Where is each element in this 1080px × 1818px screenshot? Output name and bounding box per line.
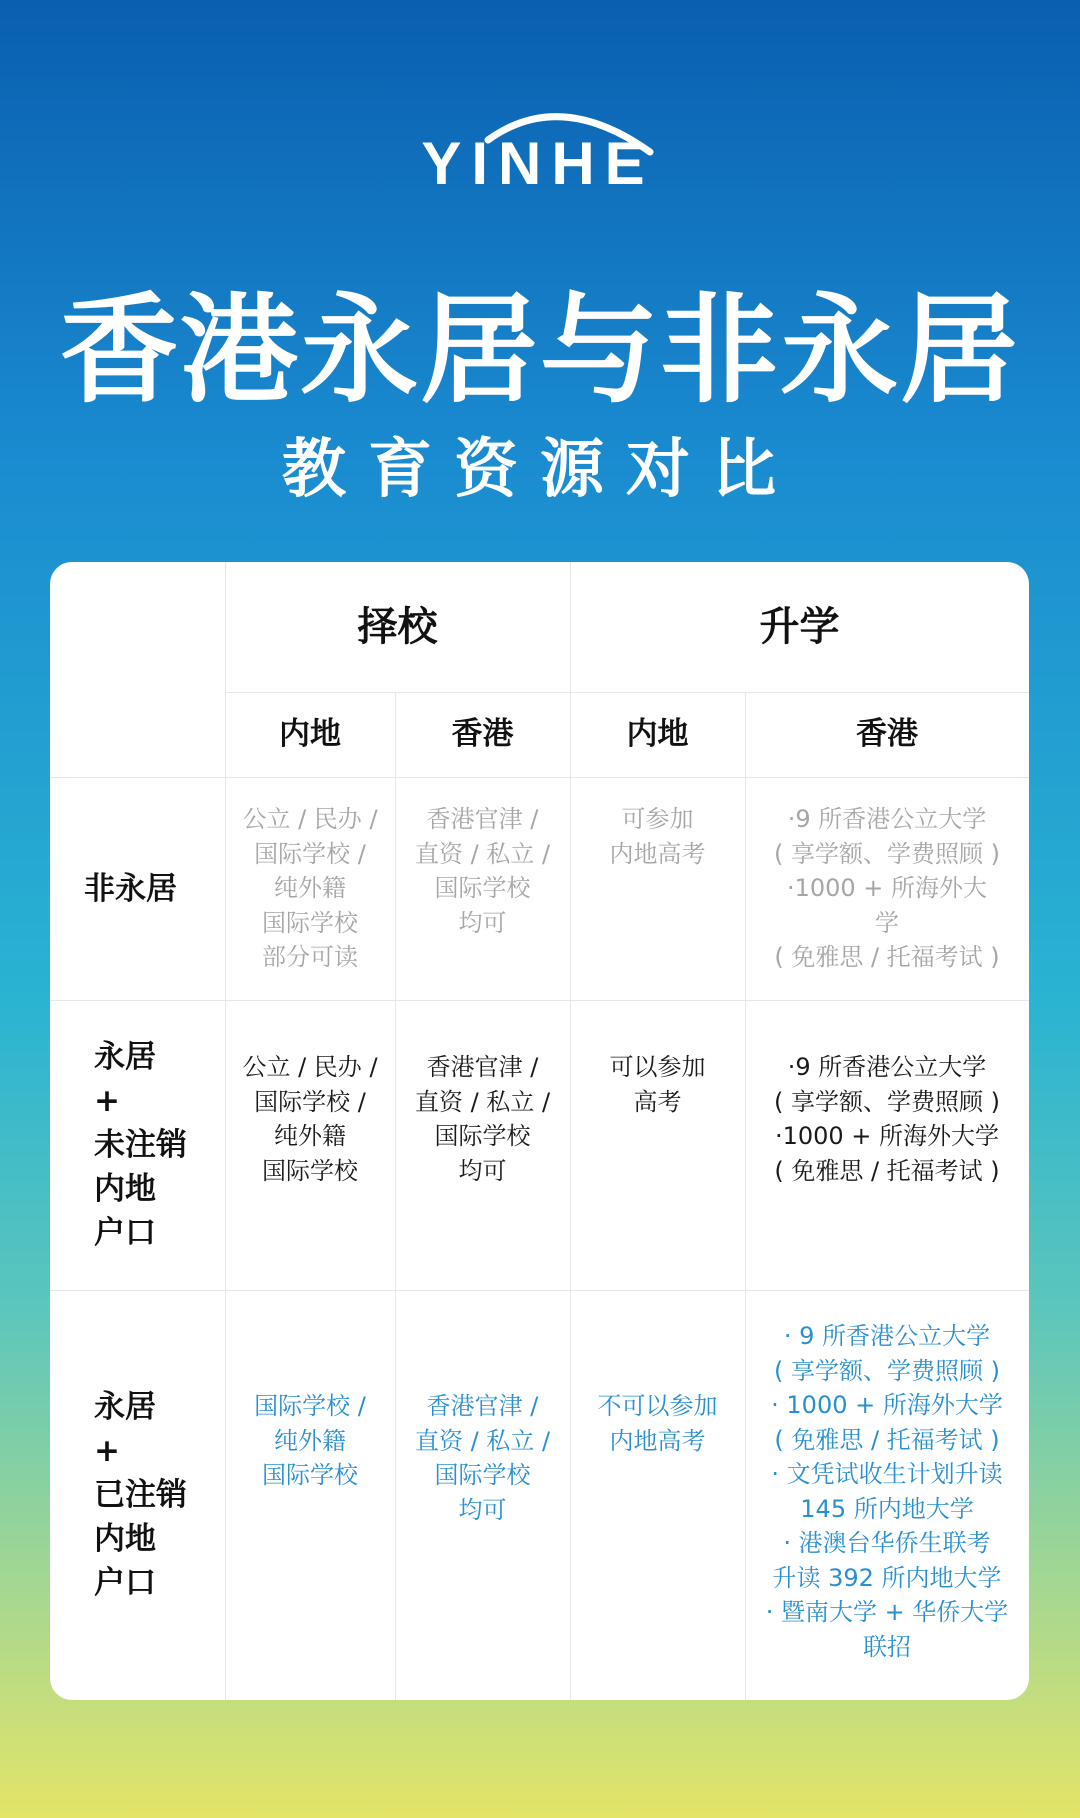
table-cell: 公立 / 民办 / 国际学校 / 纯外籍 国际学校 xyxy=(242,1053,378,1185)
table-cell: 公立 / 民办 / 国际学校 / 纯外籍 国际学校 部分可读 xyxy=(242,805,378,971)
table-cell: 可参加 内地高考 xyxy=(609,805,706,868)
row-label-permanent-hukou-cancelled: 永居 + 已注销 内地 户口 xyxy=(94,1389,187,1601)
yinhe-logo xyxy=(0,96,1080,206)
subheader-mainland-school: 内地 xyxy=(279,716,341,753)
page-title: 香港永居与非永居 xyxy=(59,281,1020,419)
table-cell: 不可以参加 内地高考 xyxy=(597,1392,718,1455)
table-cell: 国际学校 / 纯外籍 国际学校 xyxy=(254,1392,366,1489)
table-cell: · 9 所香港公立大学 ( 享学额、学费照顾 ) · 1000 + 所海外大学 ( 免雅思 / 托福考试 ) · 文凭试收生计划升读 145 所内地大学 · 港澳台华侨生联考 升读 392 所内地大学 · 暨南大学 + 华侨大学 联招 xyxy=(765,1322,1009,1661)
page-subtitle: 教育资源对比 xyxy=(282,433,798,507)
header-school-choice: 择校 xyxy=(357,603,438,650)
logo-text: YINHE xyxy=(421,130,655,197)
row-label-non-permanent: 非永居 xyxy=(84,870,177,907)
table-cell: ·9 所香港公立大学 ( 享学额、学费照顾 ) ·1000 + 所海外大 学 ( 免雅思 / 托福考试 ) xyxy=(774,805,1000,971)
table-cell: 香港官津 / 直资 / 私立 / 国际学校 均可 xyxy=(414,1053,551,1185)
table-cell: 香港官津 / 直资 / 私立 / 国际学校 均可 xyxy=(414,1392,551,1524)
table-cell: 可以参加 高考 xyxy=(609,1053,706,1116)
subheader-mainland-study: 内地 xyxy=(626,716,689,753)
table-cell: ·9 所香港公立大学 ( 享学额、学费照顾 ) ·1000 + 所海外大学 ( 免雅思 / 托福考试 ) xyxy=(774,1053,1000,1185)
row-label-permanent-hukou-kept: 永居 + 未注销 内地 户口 xyxy=(94,1039,187,1251)
subheader-hk-study: 香港 xyxy=(856,716,918,753)
subheader-hk-school: 香港 xyxy=(451,716,514,753)
comparison-table xyxy=(50,562,1029,1700)
header-further-study: 升学 xyxy=(759,603,840,650)
table-cell: 香港官津 / 直资 / 私立 / 国际学校 均可 xyxy=(414,805,551,937)
